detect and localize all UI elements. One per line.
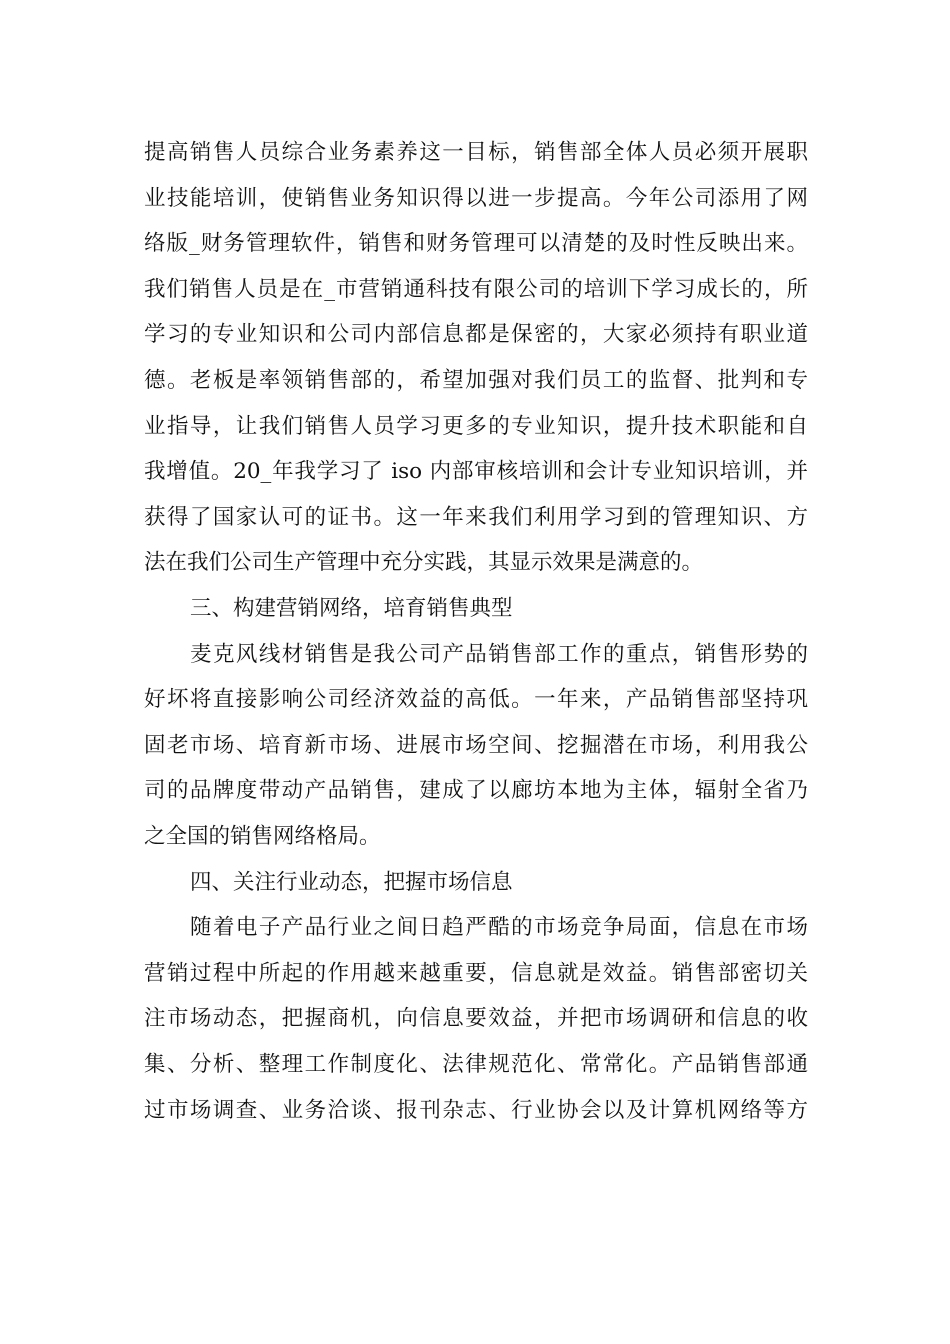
- text-line: 三、构建营销网络，培育销售典型: [190, 596, 513, 621]
- text-line: 司的品牌度带动产品销售，建成了以廊坊本地为主体，辐射全省乃: [144, 778, 808, 803]
- text-line: 营销过程中所起的作用越来越重要，信息就是效益。销售部密切关: [144, 961, 808, 986]
- text-line: 固老市场、培育新市场、进展市场空间、挖掘潜在市场，利用我公: [144, 733, 808, 758]
- text-line: 过市场调查、业务洽谈、报刊杂志、行业协会以及计算机网络等方: [144, 1098, 808, 1123]
- text-line: 随着电子产品行业之间日趋严酷的市场竞争局面，信息在市场: [190, 915, 808, 940]
- text-line: 法在我们公司生产管理中充分实践，其显示效果是满意的。: [144, 550, 704, 575]
- text-line: 提高销售人员综合业务素养这一目标，销售部全体人员必须开展职: [144, 140, 808, 165]
- text-line: 我增值。20_年我学习了 iso 内部审核培训和会计专业知识培训，并: [144, 459, 808, 484]
- text-line: 业技能培训，使销售业务知识得以进一步提高。今年公司添用了网: [144, 186, 808, 211]
- text-line: 麦克风线材销售是我公司产品销售部工作的重点，销售形势的: [190, 642, 808, 667]
- text-line: 获得了国家认可的证书。这一年来我们利用学习到的管理知识、方: [144, 505, 808, 530]
- text-line: 好坏将直接影响公司经济效益的高低。一年来，产品销售部坚持巩: [144, 687, 808, 712]
- text-line: 之全国的销售网络格局。: [144, 824, 381, 849]
- text-line: 学习的专业知识和公司内部信息都是保密的，大家必须持有职业道: [144, 322, 808, 347]
- text-line: 四、关注行业动态，把握市场信息: [190, 870, 513, 895]
- text-line: 我们销售人员是在_市营销通科技有限公司的培训下学习成长的，所: [144, 277, 808, 302]
- text-line: 德。老板是率领销售部的，希望加强对我们员工的监督、批判和专: [144, 368, 808, 393]
- text-line: 集、分析、整理工作制度化、法律规范化、常常化。产品销售部通: [144, 1052, 808, 1077]
- text-line: 注市场动态，把握商机，向信息要效益，并把市场调研和信息的收: [144, 1006, 808, 1031]
- text-line: 络版_财务管理软件，销售和财务管理可以清楚的及时性反映出来。: [144, 231, 808, 256]
- text-line: 业指导，让我们销售人员学习更多的专业知识，提升技术职能和自: [144, 414, 808, 439]
